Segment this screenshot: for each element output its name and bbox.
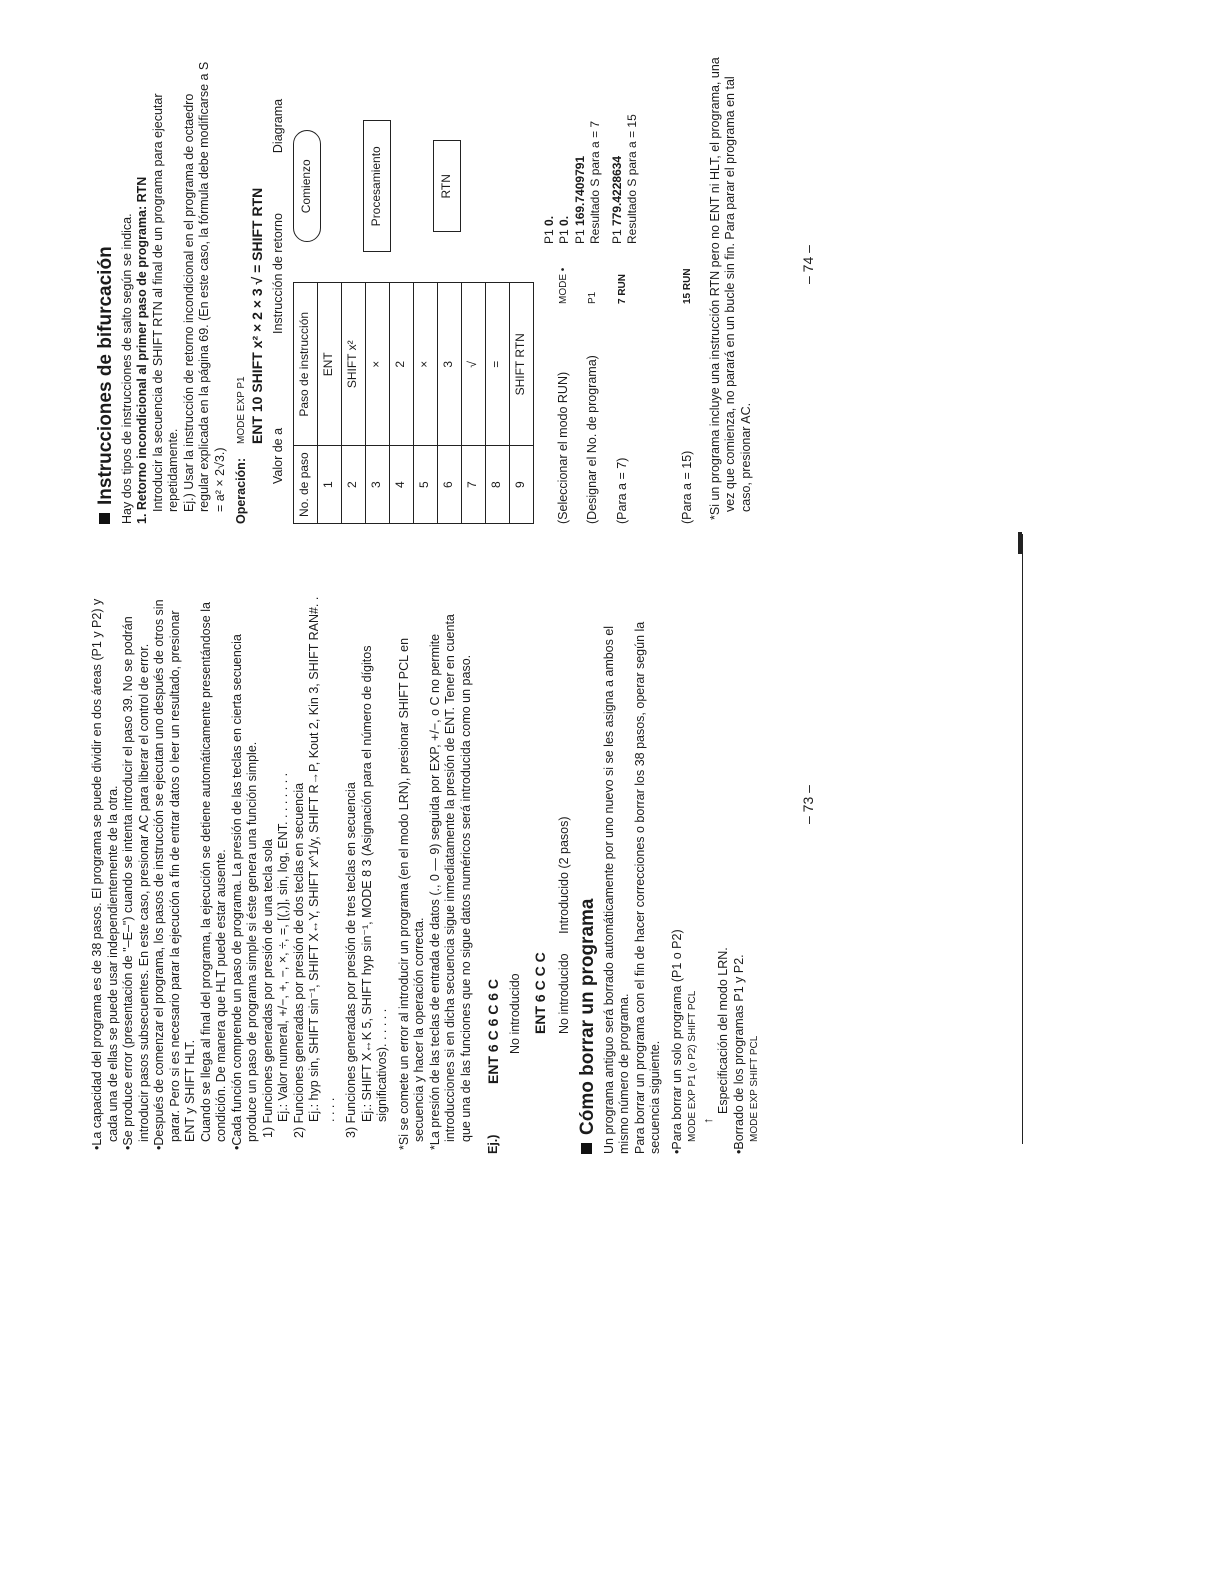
- key-sequence: 7 RUN: [616, 273, 628, 304]
- note: Especificación del modo LRN.: [716, 947, 730, 1114]
- annotation: Instrucción de retorno: [271, 213, 285, 334]
- paragraph: •Se produce error (presentación de "–E–") cuando se intenta introducir el paso 39. No se podrán introducir pasos subsecuentes. En este caso, presionar AC para liberar el control de error.: [121, 616, 151, 1150]
- example-label: Ej.): [486, 1134, 500, 1154]
- diagram-start: Comienzo: [293, 130, 321, 242]
- steps-table: [293, 282, 534, 524]
- table-row: 1 ENT: [317, 283, 341, 524]
- key-sequence: MODE •: [557, 267, 569, 304]
- table-row: 6 3: [437, 283, 461, 524]
- table-row: 7 √: [461, 283, 485, 524]
- paragraph: •Después de comenzar el programa, los pasos de instrucción se ejecutan uno después de otros sin parar. Pero si es necesario parar la ejecución a fin de entrar datos o leer un resultado, presionar ENT y SHIFT HLT.: [152, 599, 197, 1150]
- step-label: (Designar el No. de programa): [585, 355, 599, 524]
- paragraph: Ej.) Usar la instrucción de retorno incondicional en el programa de octaedro regular explicada en la página 69. (En este caso, la fórmula debe modificarse a S = a² × 2√3.): [181, 61, 227, 512]
- footnote: *Si un programa incluye una instrucción RTN pero no ENT ni HLT, el programa, una vez que comienza, no parará en un bucle sin fin. Para parar el programa en tal caso, presionar AC.: [707, 57, 753, 520]
- divider: [1022, 534, 1023, 1144]
- list-item: Ej.: hyp sin, SHIFT sin⁻¹, SHIFT X↔Y, SHIFT x^1/y, SHIFT R→P, Kout 2, Kin 3, SHIFT RAN#. . . . . .: [307, 596, 337, 1122]
- key-sequence: MODE EXP SHIFT PCL: [749, 1035, 760, 1142]
- paragraph: Hay dos tipos de instrucciones de salto según se indica.: [119, 213, 134, 524]
- right-page: [90, 54, 754, 524]
- paragraph: •Cada función comprende un paso de programa. La presión de las teclas en cierta secuencia produce un paso de programa simple si éste genera una función simple.: [229, 634, 259, 1150]
- table-header: No. de paso: [293, 446, 317, 524]
- table-row: 9 SHIFT RTN: [509, 283, 533, 524]
- section-bullet-icon: [581, 1143, 592, 1154]
- page-number: – 73 –: [800, 785, 816, 824]
- example-keys: ENT 6 C 6 C 6 C: [485, 978, 501, 1084]
- display: P1 169.7409791: [572, 155, 587, 244]
- note: *Si se comete un error al introducir un programa (en el modo LRN), presionar SHIFT PCL en secuencia y hacer la operación correcta.: [396, 637, 426, 1150]
- list-item: •Borrado de los programas P1 y P2.: [731, 954, 746, 1154]
- left-page: [90, 594, 763, 1154]
- section-title: Cómo borrar un programa: [580, 594, 596, 1154]
- page-number: – 74 –: [800, 245, 816, 284]
- list-item: 1) Funciones generadas por presión de una tecla sola: [260, 839, 275, 1138]
- display: P1 0.: [541, 215, 556, 244]
- key-sequence: MODE EXP P1 (o P2) SHIFT PCL: [687, 990, 698, 1142]
- section-bullet-icon: [99, 513, 110, 524]
- table-header: Paso de instrucción: [293, 283, 317, 446]
- paragraph: Un programa antiguo será borrado automáticamente por uno nuevo si se les asigna a ambos el mismo número de programa.: [601, 625, 631, 1154]
- key-sequence: 15 RUN: [682, 268, 693, 304]
- display: P1 0.: [557, 215, 571, 244]
- example-block: [486, 594, 572, 1154]
- run-section: [542, 54, 696, 524]
- operation-label: Operación:: [234, 458, 248, 524]
- result-label: Resultado S para a = 15: [625, 114, 639, 244]
- example-note: No introducido: [507, 973, 522, 1054]
- list-item: 3) Funciones generadas por presión de tres teclas en secuencia: [344, 782, 358, 1138]
- diagram-rtn: RTN: [433, 140, 461, 232]
- table-row: 8 =: [485, 283, 509, 524]
- list-item: 2) Funciones generadas por presión de dos teclas en secuencia: [291, 782, 306, 1138]
- result-label: Resultado S para a = 7: [588, 120, 602, 244]
- diagram-process: Procesamiento: [363, 120, 391, 252]
- divider-cap: [1018, 532, 1022, 554]
- key-sequence: ENT 10 SHIFT x² × 2 × 3 √ = SHIFT RTN: [248, 187, 265, 444]
- list-item: 1. Retorno incondicional al primer paso de programa: RTN: [135, 176, 149, 524]
- example-keys: ENT 6 C C C: [532, 952, 548, 1034]
- arrow-icon: ↑: [700, 1117, 715, 1124]
- step-label: (Para a = 15): [680, 450, 694, 524]
- annotation: Valor de a: [271, 427, 285, 484]
- table-row: 3 ×: [365, 283, 389, 524]
- paragraph: Para borrar un programa con el fin de hacer correcciones o borrar los 38 pasos, operar según la secuencia siguiente.: [632, 621, 662, 1154]
- list-item: •Para borrar un solo programa (P1 o P2): [669, 929, 684, 1154]
- table-row: 2 SHIFT x²: [341, 283, 365, 524]
- key-sequence: P1: [587, 291, 598, 304]
- paragraph: •La capacidad del programa es de 38 pasos. El programa se puede dividir en dos áreas (P1 y P2) y cada una de ellas se puede usar independientemente de la otra.: [90, 598, 120, 1150]
- example-note: No introducido: [556, 953, 571, 1034]
- annotation: Diagrama: [271, 98, 285, 154]
- paragraph: Introducir la secuencia de SHIFT RTN al final de un programa para ejecutar repetidamente.: [150, 93, 180, 512]
- step-label: (Seleccionar el modo RUN): [555, 371, 570, 524]
- section-title: Instrucciones de bifurcación: [98, 54, 114, 524]
- key-sequence: MODE EXP P1: [236, 376, 247, 444]
- step-label: (Para a = 7): [614, 457, 629, 524]
- note: *La presión de las teclas de entrada de datos (., 0 — 9) seguida por EXP, +/−, o C no permite introducciones si en dicha secuencia sigue inmediatamente la presión de ENT. Tener en cuenta que una de las funciones que no sigue datos numéricos será introducida como un paso.: [427, 614, 473, 1150]
- example-note: Introducido (2 pasos): [556, 816, 571, 934]
- list-item: Ej.: Valor numeral, +/−, +, −, ×, ÷, =, [(,)], sin, log, ENT. . . . . . . .: [276, 772, 290, 1122]
- table-row: 4 2: [389, 283, 413, 524]
- list-item: Ej.: SHIFT X↔K 5, SHIFT hyp sin⁻¹, MODE 8 3 (Asignación para el número de dígitos significativos). . . . . .: [359, 645, 389, 1122]
- paragraph: Cuando se llega al final del programa, la ejecución se detiene automáticamente presentándose la condición. De manera que HLT puede estar ausente.: [198, 602, 228, 1142]
- display: P1 779.4228634: [609, 155, 624, 244]
- flow-diagram: [293, 62, 523, 262]
- table-row: 5 ×: [413, 283, 437, 524]
